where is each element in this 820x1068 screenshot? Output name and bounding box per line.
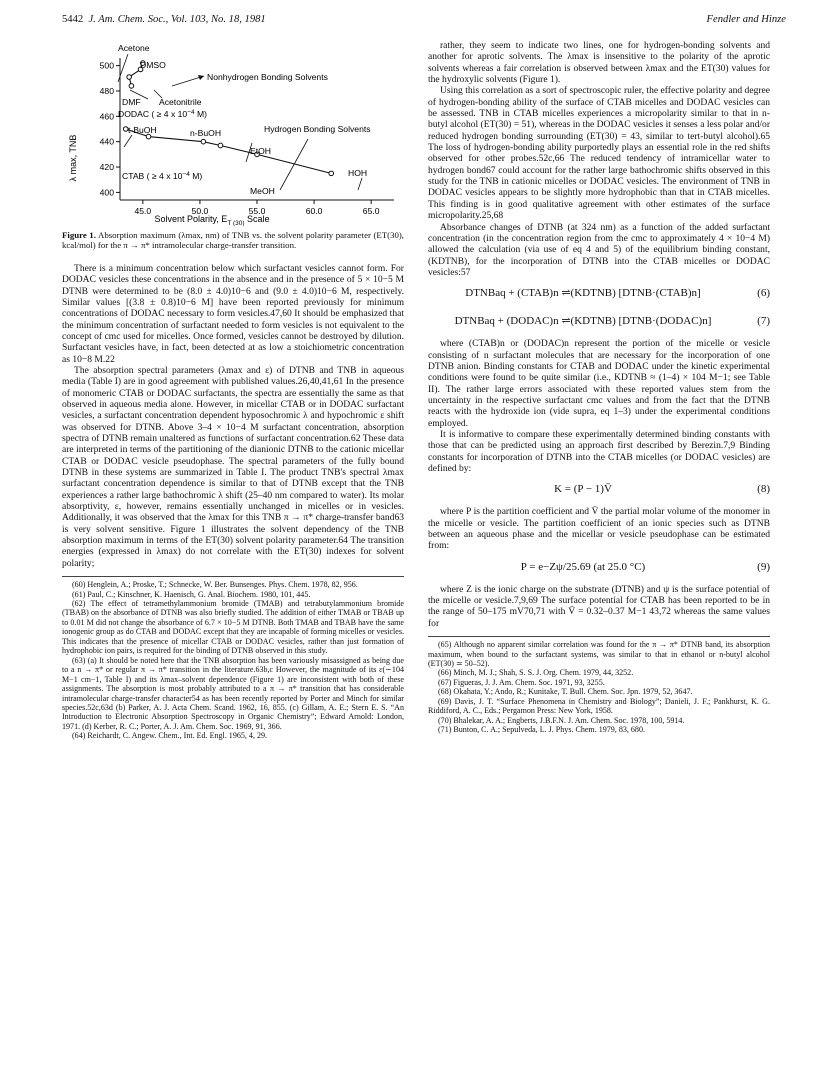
equation-7 xyxy=(428,312,770,334)
left-references xyxy=(62,576,404,741)
reference: (64) Reichardt, C. Angew. Chem., Int. Ed. Engl. 1965, 4, 29. xyxy=(72,731,268,741)
reference: (71) Bunton, C. A.; Sepulveda, L. J. Phys. Chem. 1979, 83, 680. xyxy=(438,725,645,735)
annotation-ctab: CTAB ( ≥ 4 x $10^{-4}$ M) xyxy=(122,171,203,181)
annotation-dmf: DMF xyxy=(122,97,141,107)
x-tick-label: 45.0 xyxy=(134,206,152,216)
y-tick-label: 460 xyxy=(99,111,114,122)
figure-1 xyxy=(62,40,404,226)
reference: (60) Henglein, A.; Proske, T.; Schnecke, W. Ber. Bunsenges. Phys. Chem. 1978, 82, 956. xyxy=(72,580,358,590)
x-tick-label: 60.0 xyxy=(305,206,323,216)
y-tick-label: 400 xyxy=(99,187,114,198)
annotation-acetone: Acetone xyxy=(118,43,150,53)
x-axis-label: Solvent Polarity, $E_{T (30)}$ Scale xyxy=(154,214,270,226)
paragraph: The absorption spectral parameters (λmax and ε) of DTNB and TNB in aqueous media (Table I) are in good agreement with published values.26,40,41,61 In the presence of monomeric CTAB or DODAC surfactants, the spectra are essentially the same as that observed in aqueous media alone. However, in micellar CTAB or in DODAC surfactant vesicles, a surfactant concentration dependent hyposochromic λ and hypochromic ε shift was observed for DTNB. Above 3–4 × 10−4 M surfactant concentration, absorption spectra of DTNB remain unaltered as functions of surfactant concentration.62 These data are interpreted in terms of the partitioning of the dianionic DTNB to the cationic micellar CTAB or DODAC vesicle pseudophase. The spectral parameters of the fully bound DTNB in these systems are summarized in Table I. The product TNB's spectral λmax surfactant concentration dependence is similar to that of DTNB except that the TNB experiences a rather large bathochromic λ shift (25–40 nm compared to water). Its molar absorptivity, ε, however, remains essentially unchanged in micelles or in vesicles. Additionally, it was observed that the λmax for this TNB π → π* charge-transfer band63 is very solvent sensitive. Figure 1 illustrates the solvent dependency of the TNB absorption maximum in terms of the ET(30) solvent polarity parameter.64 The transition energies (expressed in λmax) do not correlate with the ET(30) indexes for solvent polarity; xyxy=(62,364,404,569)
reference: (62) The effect of tetramethylammonium bromide (TMAB) and tetrabutylammonium bromide (TBAB) on the absorbance of DTNB was also briefly studied. The addition of either TMAB or TBAB up to 0.01 M did not change the absorbance of 6.7 × 10−5 M DTNB. Both TMAB and TBAB have the same ionogenic group as do CTAB and DODAC except that they are incapable of forming micelles or vesicles. This indicates that the presence of micellar CTAB or DODAC vesicles, rather than just formation of hydrophobic ion pairs, is required for the binding of DTNB observed in this study. xyxy=(62,599,404,656)
right-body-a xyxy=(428,40,770,278)
equation-9 xyxy=(428,558,770,580)
y-axis-label: λ max, TNB xyxy=(68,134,78,182)
annotation-hydrogen-bonding: Hydrogen Bonding Solvents xyxy=(264,124,371,134)
y-tick-label: 420 xyxy=(99,162,114,173)
annotation-etoh: EtOH xyxy=(250,146,272,156)
right-references xyxy=(428,636,770,735)
data-point xyxy=(129,84,134,89)
reference: (65) Although no apparent similar correlation was found for the π → π* DTNB band, its absorption maximum, when bound to the surfactant systems, was similar to that in ethanol or n-butyl alcohol (ET(30) ≃ 50–52). xyxy=(428,640,770,668)
paragraph: Absorbance changes of DTNB (at 324 nm) as a function of the added surfactant concentration (in the concentration region from the cmc to approximately 4 × 10−4 M) allowed the calculation (via use of eq 4 and 5) of the equilibrium binding constant, (KDTNB), for the incorporation of DTNB into the CTAB micelles or DODAC vesicles:57 xyxy=(428,221,770,278)
annotation-dodac: DODAC ( ≥ 4 x $10^{-4}$ M) xyxy=(118,109,208,119)
paragraph: rather, they seem to indicate two lines, one for hydrogen-bonding solvents and another for aprotic solvents. The λmax is insensitive to the polarity of the aprotic solvents whereas a fair correlation is observed between λmax and the ET(30) values for the hydroxylic solvents (Figure 1). xyxy=(428,40,770,86)
paragraph: where P is the partition coefficient and V̄ the partial molar volume of the monomer in the micelle or vesicle. The partition coefficient of an ionic species such as DTNB between an aqueous phase and the micellar or vesicle pseudophase can be estimated from: xyxy=(428,506,770,552)
caption-text: Absorption maximum (λmax, nm) of TNB vs. the solvent polarity parameter (ET(30), kcal/mol) for the π → π* intramolecular charge-transfer transition. xyxy=(62,230,404,251)
paragraph: It is informative to compare these experimentally determined binding constants with those that can be predicted using an approach first described by Berezin.7,9 Binding constants for incorporation of DTNB into the CTAB micelles (or DODAC vesicles) are defined by: xyxy=(428,428,770,474)
equation-8-body: K = (P − 1)V̄ xyxy=(554,483,612,496)
left-body xyxy=(62,263,404,569)
reference: (67) Figueras, J. J. Am. Chem. Soc. 1971, 93, 3255. xyxy=(438,677,605,687)
annotation-hoh: HOH xyxy=(348,168,368,178)
figure-1-chart xyxy=(62,40,404,226)
header-left xyxy=(62,14,266,25)
reference: (63) (a) It should be noted here that the TNB absorption has been variously misassigned as being due to a n → π* or regular π → π* transition in the literature.63b,c However, the magnitude of its ε(∼104 M−1 cm−1, Table I) and its λmax–solvent dependence (Figure 1) are inconsistent with both of these assignments. The absorption is most probably attributed to a π → π* transition that has considerable intramolecular charge-transfer character54 as has been recently reported by Porter and Minch for similar species.52c,63d (b) Parker, A. J. Acta Chem. Scand. 1962, 16, 855. (c) Gillam, A. E.; Stern E. S. “An Introduction to Electronic Absorption Spectroscopy in Organic Chemistry”; Edward Arnold: London, 1971. (d) Kerber, R. C.; Porter, A. J. Am. Chem. Soc. 1969, 91, 366. xyxy=(62,655,404,731)
data-point xyxy=(329,171,334,176)
annotation-dmso: DMSO xyxy=(140,60,166,70)
data-point xyxy=(127,75,132,80)
x-tick-label: 65.0 xyxy=(362,206,380,216)
x-tick-label: 50.0 xyxy=(191,206,209,216)
reference: (70) Bhalekar, A. A.; Engberts, J.B.F.N. J. Am. Chem. Soc. 1978, 100, 5914. xyxy=(438,715,685,725)
x-tick-label: 55.0 xyxy=(248,206,266,216)
y-tick-label: 500 xyxy=(99,60,114,71)
right-body-c xyxy=(428,506,770,551)
equation-9-body: P = e−Zψ/25.69 (at 25.0 °C) xyxy=(520,560,646,573)
annotation-nonhydrogen-bonding: Nonhydrogen Bonding Solvents xyxy=(207,72,328,82)
reference: (68) Okahata, Y.; Ando, R.; Kunitake, T. Bull. Chem. Soc. Jpn. 1979, 52, 3647. xyxy=(438,687,693,697)
equation-7-number: (7) xyxy=(757,315,770,328)
paragraph: where (CTAB)n or (DODAC)n represent the portion of the micelle or vesicle consisting of n surfactant molecules that are necessary for the incorporation of one DTNB anion. Binding constants for CTAB and DODAC under the kinetic experimental conditions were found to be quite similar (i.e., KDTNB ≈ (1–4) × 104 M−1; see Table II). The rather large errors associated with these reported values stem from the uncertainty in the respective surfactant cmc values and from the fact that the DTNB reacts with the hydroxide ion (vide supra, eq 1–3) under the experimental conditions employed. xyxy=(428,338,770,429)
equation-9-number: (9) xyxy=(757,560,770,573)
data-point xyxy=(218,143,223,148)
paragraph: There is a minimum concentration below which surfactant vesicles cannot form. For DODAC vesicles these concentrations in the absence and in the presence of 5 × 10−5 M DTNB were determined to be (8.0 ± 4.0)10−6 and (9.0 ± 4.0)10−6 M, respectively. Similar values [(3.8 ± 0.8)10−6 M] have been reported previously for minimum concentrations of DODAC necessary to form vesicles.47,60 It should be emphasized that the minimum concentration of surfactant needed to form vesicles is not equivalent to the concept of cmc used for micelles. Once formed, vesicles cannot be destroyed by dilution. Surfactant vesicles have, in fact, been detected at as low a stoichiometric concentration as 10−8 M.22 xyxy=(62,262,404,365)
reference: (61) Paul, C.; Kinschner, K. Haenisch, G. Anal. Biochem. 1980, 101, 445. xyxy=(72,589,311,599)
journal-citation: J. Am. Chem. Soc., Vol. 103, No. 18, 1981 xyxy=(88,14,266,25)
paragraph: where Z is the ionic charge on the substrate (DTNB) and ψ is the surface potential of the micelle or vesicle.7,9,69 The surface potential for CTAB has been reported to be in the range of 50–175 mV70,71 with V̄ = 0.32–0.37 M−1 43,72 whereas the same values for xyxy=(428,583,770,629)
equation-7-body: DTNBaq + (DODAC)n ⇌(KDTNB) [DTNB·(DODAC)n] xyxy=(454,315,712,328)
annotation-nbuoh: n-BuOH xyxy=(190,128,222,138)
paragraph: Using this correlation as a sort of spectroscopic ruler, the effective polarity and degree of hydrogen-bonding ability of the surface of CTAB micelles and DODAC vesicles can be assessed. TNB in CTAB micelles experiences a micropolarity similar to that in n-butyl alcohol (ET(30) = 51), whereas in the DODAC vesicles it senses a less polar and/or reduced hydrogen bonding surrounding (ET(30) = 43, similar to tert-butyl alcohol).65 The loss of hydrogen-bonding ability purportedly plays an essential role in the red shifts observed for other probes.52c,66 The reduced tendency of intramicellar water to hydrogen bond67 could account for the rather large bathochromic shifts observed in this study for the TNB in cationic micelles or DODAC vesicles. The environment of TNB in DODAC vesicles appears to be slightly more hydrophobic than that in CTAB micelles. This finding is in good qualitative agreement with other estimates of the surface micropolarity.25,68 xyxy=(428,85,770,222)
annotation-meoh: MeOH xyxy=(250,186,275,196)
equation-8-number: (8) xyxy=(757,483,770,496)
left-column xyxy=(62,40,404,741)
equation-6-number: (6) xyxy=(757,287,770,300)
right-column xyxy=(428,40,770,735)
y-tick-label: 480 xyxy=(99,85,114,96)
header-authors: Fendler and Hinze xyxy=(706,14,786,25)
reference: (66) Minch, M. J.; Shah, S. S. J. Org. Chem. 1979, 44, 3252. xyxy=(438,668,634,678)
annotation-tbuoh: t-BuOH xyxy=(128,125,157,135)
annotation-acetonitrile: Acetonitrile xyxy=(159,97,202,107)
page-number: 5442 xyxy=(62,14,84,25)
equation-6-body: DTNBaq + (CTAB)n ⇌(KDTNB) [DTNB·(CTAB)n] xyxy=(465,287,701,300)
y-tick-label: 440 xyxy=(99,136,114,147)
caption-label: Figure 1. xyxy=(62,230,96,240)
reference: (69) Davis, J. T. “Surface Phenomena in Chemistry and Biology”; Danieli, J. F.; Pankhurst, K. G. Riddiford, A. C., Eds.; Pergamon Press: New York, 1958. xyxy=(428,696,770,716)
series-line xyxy=(126,129,332,173)
right-body-b xyxy=(428,338,770,474)
right-body-d xyxy=(428,584,770,629)
running-header xyxy=(62,14,786,30)
figure-caption xyxy=(62,230,404,251)
equation-8 xyxy=(428,480,770,502)
data-point xyxy=(201,139,206,144)
equation-6 xyxy=(428,284,770,306)
